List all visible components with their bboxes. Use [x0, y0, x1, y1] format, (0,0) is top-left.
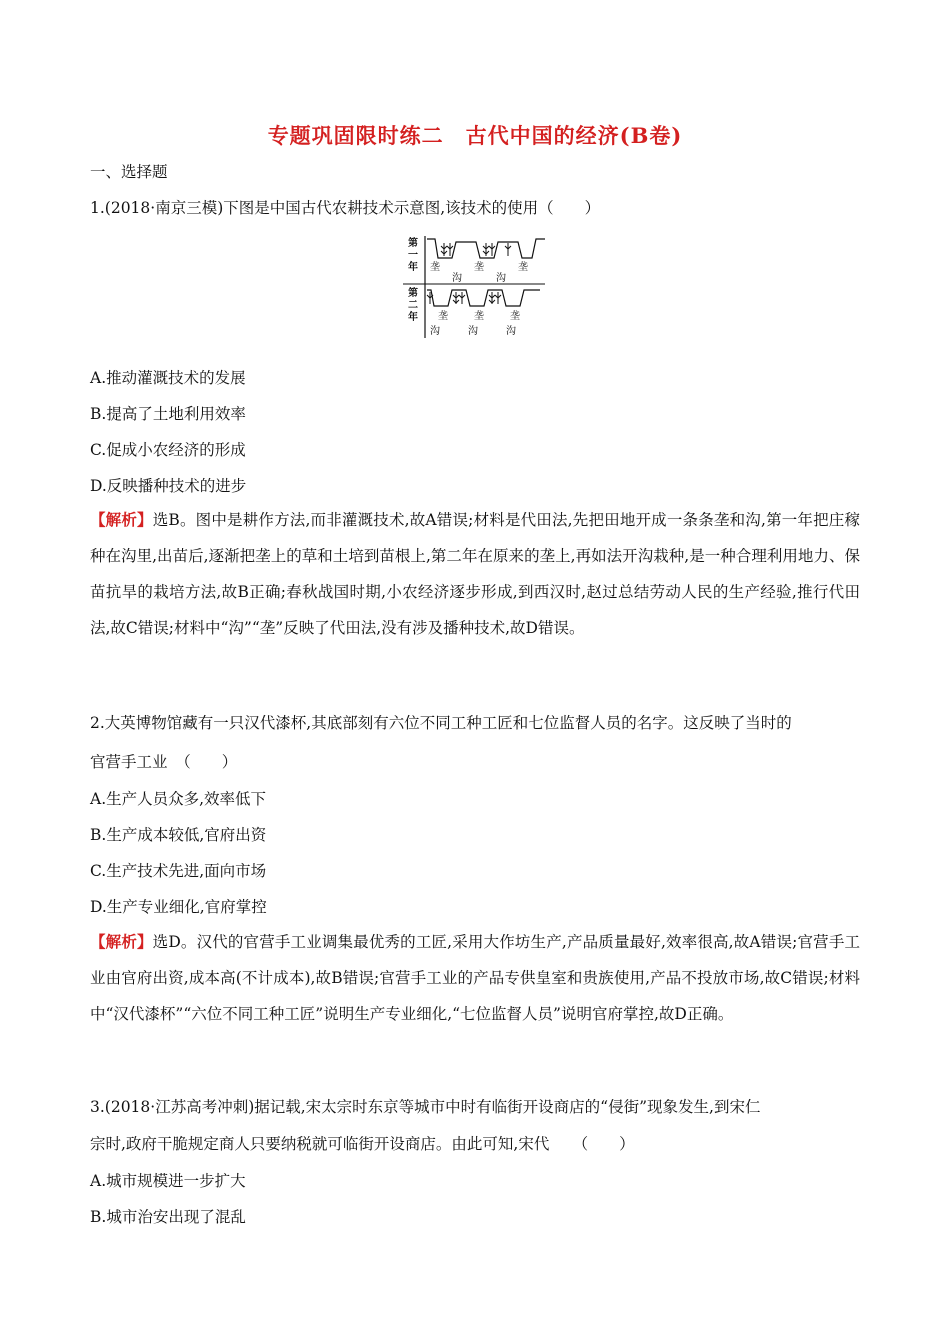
- page-title: 专题巩固限时练二 古代中国的经济(B卷): [267, 123, 683, 148]
- q2-analysis: [90, 924, 860, 1032]
- question-1-stem: 1.(2018·南京三模)下图是中国古代农耕技术示意图,该技术的使用（ ）: [90, 199, 601, 217]
- q1-option-a: A.推动灌溉技术的发展: [90, 369, 246, 387]
- analysis-tag: 【解析】: [90, 510, 153, 529]
- row1-label: 第一年: [408, 238, 418, 273]
- q3-option-a: A.城市规模进一步扩大: [90, 1172, 246, 1190]
- svg-text:沟: 沟: [452, 273, 462, 284]
- q3-option-b: B.城市治安出现了混乱: [90, 1208, 246, 1226]
- svg-text:沟: 沟: [468, 326, 478, 337]
- q1-option-d: D.反映播种技术的进步: [90, 477, 247, 495]
- analysis-tag: 【解析】: [90, 932, 153, 951]
- svg-text:沟: 沟: [430, 326, 440, 337]
- q2-option-a: A.生产人员众多,效率低下: [90, 790, 267, 808]
- q2-option-b: B.生产成本较低,官府出资: [90, 826, 267, 844]
- question-2-stem-line1: 2.大英博物馆藏有一只汉代漆杯,其底部刻有六位不同工种工匠和七位监督人员的名字。这反映了当时的: [90, 714, 792, 732]
- section-heading: 一、选择题: [90, 163, 168, 181]
- row2-label: 第二年: [408, 288, 418, 323]
- q2-option-d: D.生产专业细化,官府掌控: [90, 898, 267, 916]
- svg-text:垄: 垄: [438, 311, 448, 322]
- q1-option-c: C.促成小农经济的形成: [90, 441, 246, 459]
- question-3-stem-line2: 宗时,政府干脆规定商人只要纳税就可临街开设商店。由此可知,宋代 （ ）: [90, 1135, 635, 1153]
- svg-text:垄: 垄: [474, 262, 484, 273]
- analysis-text: 选D。汉代的官营手工业调集最优秀的工匠,采用大作坊生产,产品质量最好,效率很高,故A错误;官营手工业由官府出资,成本高(不计成本),故B错误;官营手工业的产品专供皇室和贵族使用,产品不投放市场,故C错误;材料中“汉代漆杯”“六位不同工种工匠”说明生产专业细化,“七位监督人员”说明官府掌控,故D正确。: [90, 933, 861, 1023]
- svg-text:垄: 垄: [518, 262, 528, 273]
- svg-text:沟: 沟: [506, 326, 516, 337]
- analysis-text: 选B。图中是耕作方法,而非灌溉技术,故A错误;材料是代田法,先把田地开成一条条垄和沟,第一年把庄稼种在沟里,出苗后,逐渐把垄上的草和土培到苗根上,第二年在原来的垄上,再如法开沟栽种,是一种合理利用地力、保苗抗旱的栽培方法,故B正确;春秋战国时期,小农经济逐步形成,到西汉时,赵过总结劳动人民的生产经验,推行代田法,故C错误;材料中“沟”“垄”反映了代田法,没有涉及播种技术,故D错误。: [90, 511, 860, 637]
- q1-analysis: [90, 502, 860, 646]
- svg-text:垄: 垄: [474, 311, 484, 322]
- question-3-stem-line1: 3.(2018·江苏高考冲刺)据记载,宋太宗时东京等城市中时有临街开设商店的“侵街”现象发生,到宋仁: [90, 1098, 761, 1116]
- svg-text:垄: 垄: [430, 262, 440, 273]
- question-2-stem-line2: 官营手工业 （ ）: [90, 753, 238, 771]
- q1-option-b: B.提高了土地利用效率: [90, 405, 246, 423]
- svg-text:垄: 垄: [510, 311, 520, 322]
- svg-text:沟: 沟: [496, 273, 506, 284]
- q2-option-c: C.生产技术先进,面向市场: [90, 862, 267, 880]
- farming-diagram: [400, 234, 550, 340]
